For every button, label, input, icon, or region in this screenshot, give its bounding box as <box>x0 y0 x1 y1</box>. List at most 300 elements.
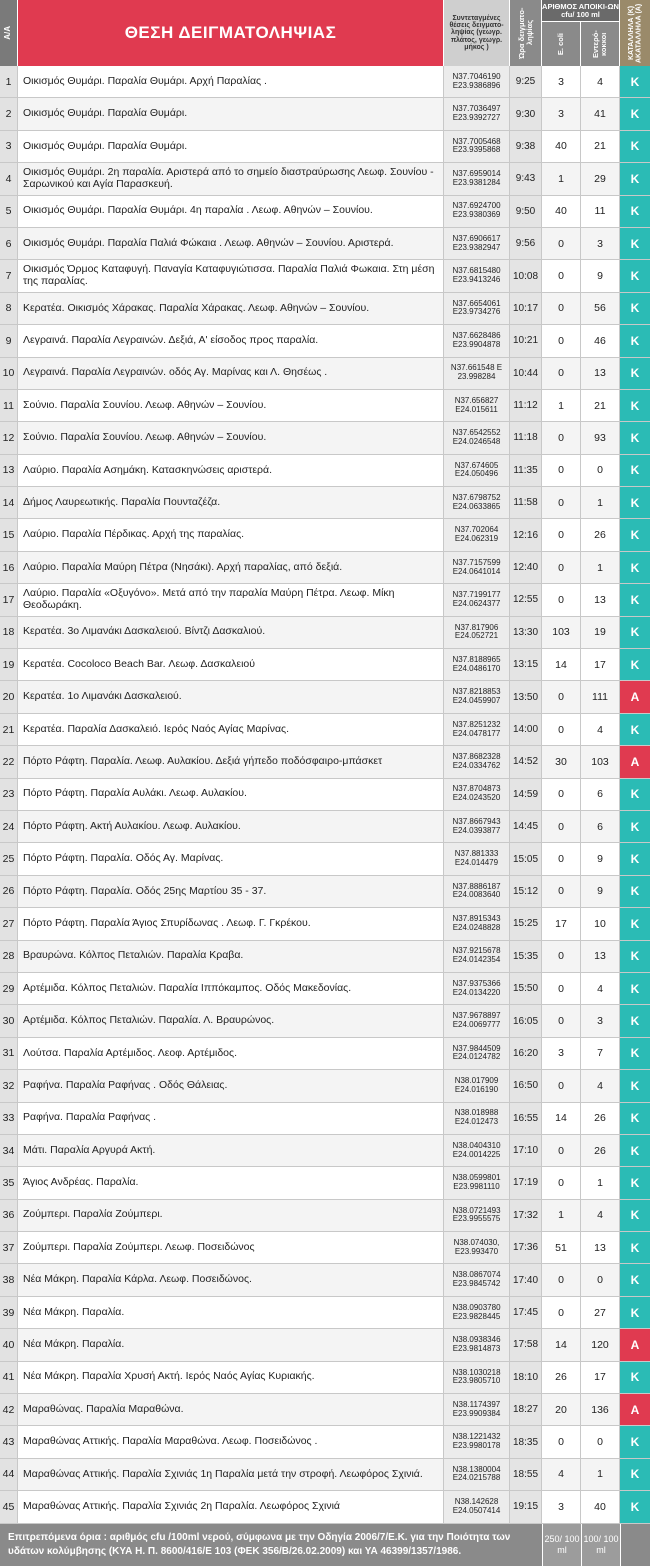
row-lon: E23.9845742 <box>452 1279 501 1289</box>
row-location: Οικισμός Όρμος Καταφυγή. Παναγία Καταφυγιώτισσα. Παραλία Παλιά Φωκαια. Στη μέση της παραλίας. <box>18 260 444 291</box>
row-category-badge: Κ <box>620 908 650 939</box>
row-category-badge: Κ <box>620 1459 650 1490</box>
row-entero: 56 <box>581 293 620 324</box>
header-bacteria-label: ΑΡΙΘΜΟΣ ΑΠΟΙΚΙ-ΩΝ cfu/ 100 ml <box>542 0 619 22</box>
row-coords <box>444 1459 510 1490</box>
row-entero: 1 <box>581 1459 620 1490</box>
row-coords <box>444 98 510 129</box>
row-ecoli: 3 <box>542 66 581 97</box>
row-entero: 3 <box>581 1005 620 1036</box>
row-category-badge: Κ <box>620 876 650 907</box>
row-entero: 3 <box>581 228 620 259</box>
table-row <box>0 455 650 487</box>
row-coords <box>444 390 510 421</box>
row-lat: N37.7199177 <box>452 590 501 600</box>
row-lat: N38.142628 <box>454 1497 499 1507</box>
table-row <box>0 941 650 973</box>
row-lon: E24.0124782 <box>452 1052 501 1062</box>
header-time-label: Ώρα δειγματο-ληψίας <box>516 7 534 59</box>
row-entero: 26 <box>581 1103 620 1134</box>
row-time: 17:19 <box>510 1167 542 1198</box>
row-number: 1 <box>0 66 18 97</box>
row-lat: N37.6815480 <box>452 266 501 276</box>
row-number: 29 <box>0 973 18 1004</box>
row-lat: N38.1030218 <box>452 1367 501 1377</box>
table-row <box>0 196 650 228</box>
row-number: 34 <box>0 1135 18 1166</box>
row-coords <box>444 746 510 777</box>
row-coords <box>444 843 510 874</box>
row-entero: 111 <box>581 681 620 712</box>
row-entero: 17 <box>581 649 620 680</box>
row-coords <box>444 163 510 194</box>
row-category-badge: Κ <box>620 1167 650 1198</box>
header-ecoli-label: E. coli <box>556 32 566 56</box>
row-time: 17:45 <box>510 1297 542 1328</box>
row-time: 9:30 <box>510 98 542 129</box>
row-location: Πόρτο Ράφτη. Παραλία. Οδός 25ης Μαρτίου 35 - 37. <box>18 876 444 907</box>
row-entero: 0 <box>581 455 620 486</box>
row-lat: N37.817906 <box>454 622 499 632</box>
row-lat: N37.7036497 <box>452 104 501 114</box>
row-location: Λαύριο. Παραλία Μαύρη Πέτρα (Νησάκι). Αρχή παραλίας, από δεξιά. <box>18 552 444 583</box>
row-ecoli: 0 <box>542 681 581 712</box>
row-lat: N37.9844509 <box>452 1043 501 1053</box>
row-number: 8 <box>0 293 18 324</box>
row-entero: 1 <box>581 1167 620 1198</box>
row-lon: E24.0014225 <box>452 1149 501 1159</box>
table-row <box>0 649 650 681</box>
row-lon: E23.9828445 <box>452 1311 501 1321</box>
row-lon: E23.9395868 <box>452 145 501 155</box>
row-ecoli: 30 <box>542 746 581 777</box>
table-row <box>0 876 650 908</box>
row-lat: N37.6628486 <box>452 331 501 341</box>
row-location: Μαραθώνας Αττικής. Παραλία Σχινιάς 2η Παραλία. Λεωφόρος Σχινιά <box>18 1491 444 1522</box>
row-location: Σούνιο. Παραλία Σουνίου. Λεωφ. Αθηνών – Σουνίου. <box>18 390 444 421</box>
row-lon: E24.016190 <box>454 1084 499 1094</box>
row-number: 31 <box>0 1038 18 1069</box>
row-lat: N37.8886187 <box>452 881 501 891</box>
row-entero: 13 <box>581 941 620 972</box>
table-row <box>0 1426 650 1458</box>
row-location: Πόρτο Ράφτη. Παραλία Αυλάκι. Λεωφ. Αυλακίου. <box>18 779 444 810</box>
row-lat: N37.9215678 <box>452 946 501 956</box>
row-coords <box>444 1005 510 1036</box>
row-ecoli: 3 <box>542 98 581 129</box>
header-ecoli <box>542 22 581 66</box>
row-time: 9:50 <box>510 196 542 227</box>
row-time: 13:30 <box>510 617 542 648</box>
row-entero: 120 <box>581 1329 620 1360</box>
row-time: 18:27 <box>510 1394 542 1425</box>
row-time: 9:56 <box>510 228 542 259</box>
header-category <box>620 0 650 66</box>
row-number: 25 <box>0 843 18 874</box>
row-number: 30 <box>0 1005 18 1036</box>
row-lon: E24.0486170 <box>452 663 501 673</box>
row-location: Μαραθώνας Αττικής. Παραλία Σχινιάς 1η Παραλία μετά την στροφή. Λεωφόρος Σχινιά. <box>18 1459 444 1490</box>
footer-entero-limit: 100/ 100 ml <box>581 1524 620 1566</box>
table-row <box>0 390 650 422</box>
row-number: 9 <box>0 325 18 356</box>
row-location: Κερατέα. 3ο Λιμανάκι Δασκαλειού. Βίντζι Δασκαλιού. <box>18 617 444 648</box>
row-number: 5 <box>0 196 18 227</box>
row-ecoli: 0 <box>542 358 581 389</box>
row-time: 17:32 <box>510 1200 542 1231</box>
row-location: Ζούμπερι. Παραλία Ζούμπερι. Λεωφ. Ποσειδώνος <box>18 1232 444 1263</box>
row-number: 32 <box>0 1070 18 1101</box>
row-ecoli: 14 <box>542 1103 581 1134</box>
row-time: 18:35 <box>510 1426 542 1457</box>
row-location: Λεγραινά. Παραλία Λεγραινών. Δεξιά, Α' είσοδος προς παραλία. <box>18 325 444 356</box>
header-entero-label: Εντερό-κοκκοι <box>591 30 608 58</box>
row-ecoli: 0 <box>542 941 581 972</box>
row-lon: E24.0393877 <box>452 825 501 835</box>
table-row <box>0 422 650 454</box>
row-category-badge: Κ <box>620 163 650 194</box>
row-location: Ζούμπερι. Παραλία Ζούμπερι. <box>18 1200 444 1231</box>
row-number: 2 <box>0 98 18 129</box>
row-number: 13 <box>0 455 18 486</box>
row-time: 18:55 <box>510 1459 542 1490</box>
table-row <box>0 131 650 163</box>
row-coords <box>444 358 510 389</box>
row-location: Οικισμός Θυμάρι. Παραλία Θυμάρι. Αρχή Παραλίας . <box>18 66 444 97</box>
row-coords <box>444 681 510 712</box>
row-location: Βραυρώνα. Κόλπος Πεταλιών. Παραλία Κραβα. <box>18 941 444 972</box>
row-category-badge: Α <box>620 1329 650 1360</box>
row-category-badge: Κ <box>620 293 650 324</box>
row-ecoli: 0 <box>542 843 581 874</box>
row-number: 36 <box>0 1200 18 1231</box>
row-lon: E23.9392727 <box>452 113 501 123</box>
row-location: Οικισμός Θυμάρι. Παραλία Παλιά Φώκαια . Λεωφ. Αθηνών – Σουνίου. Αριστερά. <box>18 228 444 259</box>
row-category-badge: Κ <box>620 649 650 680</box>
table-row <box>0 1297 650 1329</box>
row-entero: 41 <box>581 98 620 129</box>
row-ecoli: 0 <box>542 714 581 745</box>
row-category-badge: Κ <box>620 1200 650 1231</box>
row-number: 33 <box>0 1103 18 1134</box>
row-number: 3 <box>0 131 18 162</box>
row-number: 18 <box>0 617 18 648</box>
row-category-badge: Κ <box>620 1070 650 1101</box>
row-location: Κερατέα. Παραλία Δασκαλειό. Ιερός Ναός Αγίας Μαρίνας. <box>18 714 444 745</box>
row-lon: E23.9380369 <box>452 210 501 220</box>
row-coords <box>444 714 510 745</box>
row-lat: N37.8251232 <box>452 719 501 729</box>
row-ecoli: 17 <box>542 908 581 939</box>
row-entero: 40 <box>581 1491 620 1522</box>
row-category-badge: Κ <box>620 779 650 810</box>
table-row <box>0 1329 650 1361</box>
row-coords <box>444 876 510 907</box>
row-lat: N37.6654061 <box>452 298 501 308</box>
table-row <box>0 973 650 1005</box>
row-number: 7 <box>0 260 18 291</box>
row-lat: N37.661548 E <box>450 363 503 373</box>
row-entero: 21 <box>581 390 620 421</box>
row-category-badge: Κ <box>620 584 650 615</box>
row-coords <box>444 811 510 842</box>
row-entero: 13 <box>581 584 620 615</box>
row-coords <box>444 455 510 486</box>
row-number: 40 <box>0 1329 18 1360</box>
row-coords <box>444 1491 510 1522</box>
row-entero: 4 <box>581 66 620 97</box>
row-location: Ραφήνα. Παραλία Ραφήνας . <box>18 1103 444 1134</box>
row-category-badge: Κ <box>620 714 650 745</box>
row-location: Νέα Μάκρη. Παραλία Κάρλα. Λεωφ. Ποσειδώνος. <box>18 1264 444 1295</box>
row-lon: E24.050496 <box>454 469 499 479</box>
row-location: Μάτι. Παραλία Αργυρά Ακτή. <box>18 1135 444 1166</box>
table-row <box>0 325 650 357</box>
row-entero: 4 <box>581 1070 620 1101</box>
row-lat: N37.6542552 <box>452 428 501 438</box>
row-category-badge: Κ <box>620 1264 650 1295</box>
row-category-badge: Κ <box>620 1297 650 1328</box>
table-row <box>0 552 650 584</box>
row-lat: N37.881333 <box>454 849 499 859</box>
row-ecoli: 0 <box>542 779 581 810</box>
row-lat: N38.0867074 <box>452 1270 501 1280</box>
table-row <box>0 1005 650 1037</box>
row-lon: E24.0459907 <box>452 696 501 706</box>
row-lat: N37.7046190 <box>452 71 501 81</box>
row-lat: N37.7005468 <box>452 136 501 146</box>
table-row <box>0 1459 650 1491</box>
row-coords <box>444 1329 510 1360</box>
row-lon: E23.9381284 <box>452 177 501 187</box>
row-lat: N38.074030, <box>453 1237 500 1247</box>
row-category-badge: Κ <box>620 811 650 842</box>
row-lon: E23.9904878 <box>452 339 501 349</box>
row-lon: E24.062319 <box>454 534 499 544</box>
row-category-badge: Κ <box>620 1362 650 1393</box>
row-lat: N37.8915343 <box>452 914 501 924</box>
row-number: 41 <box>0 1362 18 1393</box>
row-coords <box>444 941 510 972</box>
row-number: 6 <box>0 228 18 259</box>
row-coords <box>444 260 510 291</box>
row-location: Αρτέμιδα. Κόλπος Πεταλιών. Παραλία. Λ. Βραυρώνος. <box>18 1005 444 1036</box>
row-location: Ραφήνα. Παραλία Ραφήνας . Οδός Θάλειας. <box>18 1070 444 1101</box>
row-time: 9:43 <box>510 163 542 194</box>
row-ecoli: 0 <box>542 1070 581 1101</box>
table-row <box>0 519 650 551</box>
row-lat: N38.0404310 <box>452 1140 501 1150</box>
row-ecoli: 20 <box>542 1394 581 1425</box>
row-lat: N37.6906617 <box>452 233 501 243</box>
row-entero: 19 <box>581 617 620 648</box>
row-ecoli: 0 <box>542 811 581 842</box>
row-lat: N38.018988 <box>454 1108 499 1118</box>
row-category-badge: Κ <box>620 1005 650 1036</box>
row-category-badge: Κ <box>620 325 650 356</box>
table-row <box>0 1167 650 1199</box>
row-coords <box>444 422 510 453</box>
row-location: Πόρτο Ράφτη. Παραλία. Λεωφ. Αυλακίου. Δεξιά γήπεδο ποδόσφαιρο-μπάσκετ <box>18 746 444 777</box>
row-lon: E24.014479 <box>454 858 499 868</box>
row-lon: E23.9413246 <box>452 275 501 285</box>
row-lat: N38.017909 <box>454 1076 499 1085</box>
row-number: 16 <box>0 552 18 583</box>
row-number: 20 <box>0 681 18 712</box>
row-entero: 13 <box>581 1232 620 1263</box>
row-entero: 9 <box>581 260 620 291</box>
footer-ecoli-limit: 250/ 100 ml <box>542 1524 581 1566</box>
row-location: Άγιος Ανδρέας. Παραλία. <box>18 1167 444 1198</box>
row-category-badge: Κ <box>620 552 650 583</box>
row-category-badge: Α <box>620 1394 650 1425</box>
row-lon: 23.998284 <box>457 372 496 382</box>
table-row <box>0 358 650 390</box>
row-lat: N38.1380004 <box>452 1464 501 1474</box>
row-location: Σούνιο. Παραλία Σουνίου. Λεωφ. Αθηνών – Σουνίου. <box>18 422 444 453</box>
table-row <box>0 908 650 940</box>
row-lon: E24.012473 <box>454 1117 499 1127</box>
row-number: 37 <box>0 1232 18 1263</box>
row-location: Κερατέα. Οικισμός Χάρακας. Παραλία Χάρακας. Λεωφ. Αθηνών – Σουνίου. <box>18 293 444 324</box>
row-lat: N37.6798752 <box>452 492 501 502</box>
table-row <box>0 1264 650 1296</box>
row-category-badge: Κ <box>620 1103 650 1134</box>
row-lon: E23.9382947 <box>452 242 501 252</box>
row-category-badge: Κ <box>620 422 650 453</box>
row-time: 14:00 <box>510 714 542 745</box>
row-ecoli: 40 <box>542 131 581 162</box>
table-row <box>0 66 650 98</box>
row-time: 10:17 <box>510 293 542 324</box>
row-ecoli: 0 <box>542 487 581 518</box>
row-coords <box>444 1394 510 1425</box>
row-entero: 9 <box>581 876 620 907</box>
table-row <box>0 617 650 649</box>
header-aa-label: Α/Α <box>3 26 13 40</box>
row-number: 21 <box>0 714 18 745</box>
row-category-badge: Κ <box>620 1491 650 1522</box>
row-coords <box>444 519 510 550</box>
row-lon: E23.9955575 <box>452 1214 501 1224</box>
header-category-label: ΚΑΤΑΛΛΗΛΑ (Κ) ΑΚΑΤΑΛΛΗΛΑ (Α) <box>627 3 642 63</box>
row-entero: 1 <box>581 552 620 583</box>
row-number: 4 <box>0 163 18 194</box>
row-location: Νέα Μάκρη. Παραλία. <box>18 1329 444 1360</box>
row-time: 17:36 <box>510 1232 542 1263</box>
row-location: Λεγραινά. Παραλία Λεγραινών. οδός Αγ. Μαρίνας και Λ. Θησέως . <box>18 358 444 389</box>
row-coords <box>444 228 510 259</box>
row-coords <box>444 66 510 97</box>
row-ecoli: 0 <box>542 1426 581 1457</box>
row-lat: N37.8704873 <box>452 784 501 794</box>
row-lon: E23.9386896 <box>452 80 501 90</box>
row-number: 24 <box>0 811 18 842</box>
row-category-badge: Α <box>620 681 650 712</box>
row-lon: E24.0641014 <box>452 566 501 576</box>
row-lat: N38.0599801 <box>452 1173 501 1183</box>
table-row <box>0 163 650 195</box>
row-category-badge: Κ <box>620 196 650 227</box>
row-ecoli: 0 <box>542 325 581 356</box>
row-category-badge: Κ <box>620 1426 650 1457</box>
row-time: 17:40 <box>510 1264 542 1295</box>
row-category-badge: Κ <box>620 487 650 518</box>
row-coords <box>444 1167 510 1198</box>
row-lat: N37.6924700 <box>452 201 501 211</box>
row-entero: 6 <box>581 811 620 842</box>
row-time: 19:15 <box>510 1491 542 1522</box>
row-ecoli: 0 <box>542 1167 581 1198</box>
row-lat: N38.1174397 <box>452 1399 501 1409</box>
row-ecoli: 3 <box>542 1491 581 1522</box>
row-entero: 26 <box>581 519 620 550</box>
row-ecoli: 0 <box>542 1005 581 1036</box>
row-time: 10:21 <box>510 325 542 356</box>
row-number: 22 <box>0 746 18 777</box>
table-row <box>0 779 650 811</box>
row-time: 12:40 <box>510 552 542 583</box>
row-coords <box>444 908 510 939</box>
row-ecoli: 4 <box>542 1459 581 1490</box>
row-entero: 136 <box>581 1394 620 1425</box>
row-entero: 11 <box>581 196 620 227</box>
row-time: 16:05 <box>510 1005 542 1036</box>
row-entero: 93 <box>581 422 620 453</box>
row-lat: N38.0721493 <box>452 1205 501 1215</box>
row-time: 14:59 <box>510 779 542 810</box>
table-row <box>0 584 650 616</box>
row-coords <box>444 1200 510 1231</box>
row-entero: 29 <box>581 163 620 194</box>
table-row <box>0 1491 650 1523</box>
row-ecoli: 0 <box>542 1297 581 1328</box>
row-time: 9:38 <box>510 131 542 162</box>
header-location: ΘΕΣΗ ΔΕΙΓΜΑΤΟΛΗΨΙΑΣ <box>18 0 444 66</box>
row-lat: N37.674605 <box>454 460 499 470</box>
row-category-badge: Κ <box>620 228 650 259</box>
row-time: 14:45 <box>510 811 542 842</box>
row-coords <box>444 1264 510 1295</box>
row-lon: E24.0142354 <box>452 955 501 965</box>
row-time: 16:50 <box>510 1070 542 1101</box>
row-ecoli: 0 <box>542 293 581 324</box>
row-ecoli: 3 <box>542 1038 581 1069</box>
table-row <box>0 1070 650 1102</box>
row-location: Πόρτο Ράφτη. Ακτή Αυλακίου. Λεωφ. Αυλακίου. <box>18 811 444 842</box>
table-row <box>0 1200 650 1232</box>
row-ecoli: 40 <box>542 196 581 227</box>
row-ecoli: 1 <box>542 1200 581 1231</box>
row-number: 35 <box>0 1167 18 1198</box>
row-time: 13:15 <box>510 649 542 680</box>
row-coords <box>444 1070 510 1101</box>
row-lat: N37.9678897 <box>452 1011 501 1021</box>
row-entero: 27 <box>581 1297 620 1328</box>
row-lat: N38.1221432 <box>452 1432 501 1442</box>
row-category-badge: Κ <box>620 617 650 648</box>
row-time: 11:35 <box>510 455 542 486</box>
row-coords <box>444 584 510 615</box>
row-entero: 103 <box>581 746 620 777</box>
row-number: 11 <box>0 390 18 421</box>
row-time: 11:18 <box>510 422 542 453</box>
row-coords <box>444 196 510 227</box>
row-lat: N38.0903780 <box>452 1302 501 1312</box>
row-location: Νέα Μάκρη. Παραλία. <box>18 1297 444 1328</box>
row-time: 15:05 <box>510 843 542 874</box>
row-lon: E23.9909384 <box>452 1408 501 1418</box>
